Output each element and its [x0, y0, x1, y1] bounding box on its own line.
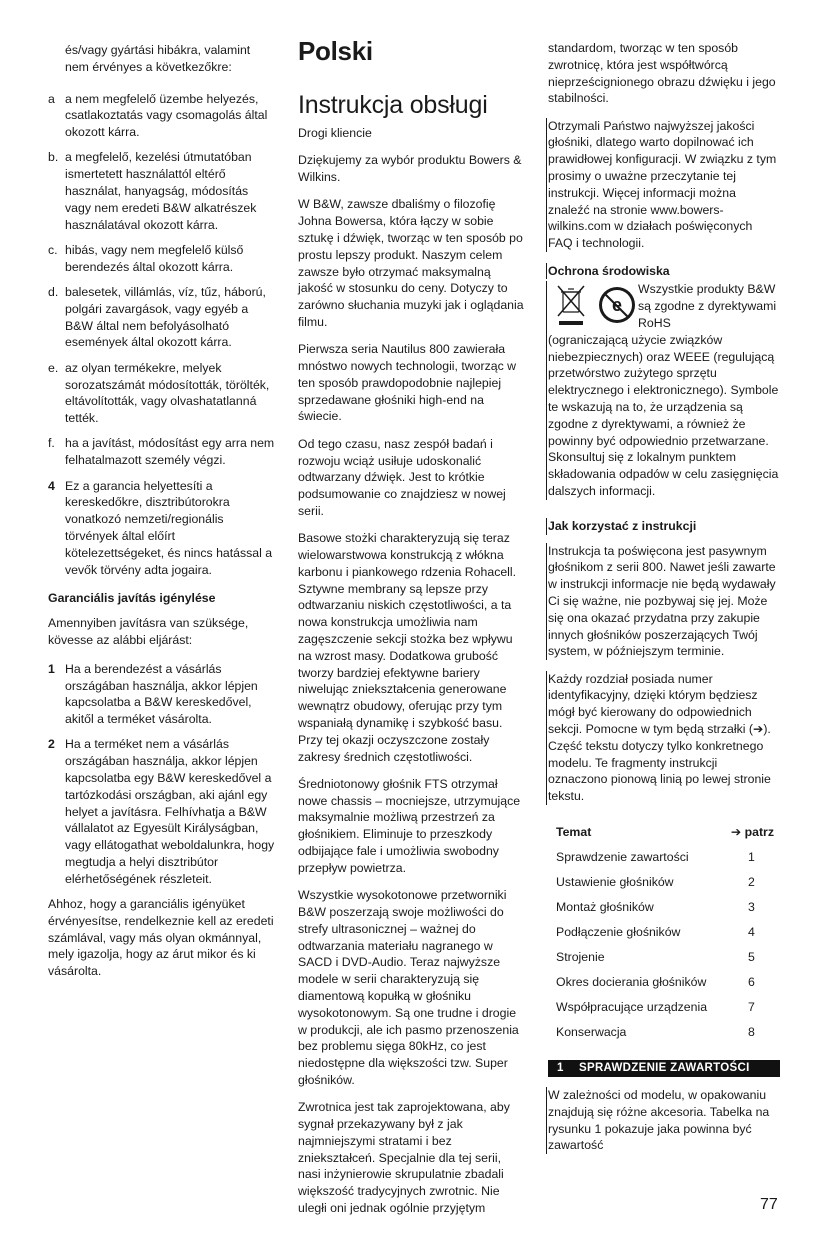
list-marker: 4 [48, 478, 55, 493]
list-marker: b. [48, 150, 59, 165]
column-right [548, 42, 780, 1165]
contents-section-number: 1 [748, 850, 755, 865]
crossover-text-end: standardom, tworząc w ten sposób zwrotnicę, która jest współtwórcą nieprześcignionego obrazu dźwięku i jego stabilności. [548, 41, 776, 106]
list-item [48, 360, 276, 427]
list-item [48, 478, 276, 579]
paragraph: W B&W, zawsze dbaliśmy o filozofię Johna Bowersa, która łączy w sobie sztukę i dźwięk, tworząc w ten sposób po prostu lepszy produkt. Naszym celem zawsze było otrzymać maksymalną jakość w stosunku do ceny. Dotyczy to zarówno słuchania muzyki jak i oglądania filmu. [298, 197, 524, 329]
contents-topic: Podłączenie głośników [556, 925, 681, 940]
paragraph: Zwrotnica jest tak zaprojektowana, aby sygnał przekazywany był z jak najmniejszymi stratami i bez zniekształceń. Specjalnie dla tej serii, nasi inżynierowie skrupulatnie zbadali większość tradycyjnych zwrotnic. Nie uległi oni jednak ogólnie przyjętym [298, 1100, 510, 1216]
how-to-use-text: Instrukcja ta poświęcona jest pasywnym głośnikom z serii 800. Nawet jeśli zawarte w instrukcji informacje nie będą wydawały Ci się ważne, nie pozbywaj się jej. Może się ona okazać przydatna przy zakupie innych głośników poszerzających Twój system, w późniejszym terminie. [546, 543, 780, 661]
contents-topic: Konserwacja [556, 1025, 627, 1040]
section-1-text: W zależności od modelu, w opakowaniu znajdują się różne akcesoria. Tabelka na rysunku 1 pokazuje jaka powinna być zawartość [546, 1087, 780, 1154]
page-number: 77 [760, 1196, 778, 1213]
contents-row [556, 845, 774, 870]
contents-row [556, 895, 774, 920]
list-marker: d. [48, 285, 59, 300]
list-item [48, 661, 276, 728]
contents-section-number: 4 [748, 925, 755, 940]
contents-topic: Ustawienie głośników [556, 875, 674, 890]
svg-text:e: e [611, 295, 623, 316]
list-text: balesetek, villámlás, víz, tűz, háború, polgári zavargások, vagy egyéb a B&W által nem befolyásolható események által okozott kárra. [65, 285, 266, 350]
section-title: SPRAWDZENIE ZAWARTOŚCI [579, 1061, 750, 1074]
section-number: 1 [557, 1061, 564, 1074]
contents-section-number: 2 [748, 875, 755, 890]
contents-topic: Okres docierania głośników [556, 975, 707, 990]
list-marker: 2 [48, 737, 55, 752]
contents-table [556, 821, 774, 1045]
document-title: Instrukcja obsługi [298, 91, 488, 119]
warranty-claim-intro: Amennyiben javításra van szüksége, kövesse az alábbi eljárást: [48, 616, 249, 647]
list-text: Ha a terméket nem a vásárlás országában használja, akkor lépjen kapcsolatba egy B&W kereskedővel a tartózkodási országban, aki ajánl egy helyet a javításra. Felhívhatja a B&W vállalatot az Egyesült Királyságban, vagy ellátogathat weboldalunkra, hogy megtudja a helyi disztribútor elérhetőségének részleteit. [65, 737, 275, 886]
warranty-intro: és/vagy gyártási hibákra, valamint nem érvényes a következőkre: [65, 43, 251, 74]
crossed-bin-icon [558, 286, 584, 325]
section-1-header [548, 1060, 780, 1077]
contents-see-header: ➔ patrz [730, 824, 774, 839]
paragraph: Wszystkie wysokotonowe przetworniki B&W poszerzają swoje możliwości do strefy ultrasonicznej – ważnej do odtwarzania materiału nagranego w SACD i DVD-Audio. Teraz najwyższe modele w serii charakteryzują się diamentową kopułką w głośniku wysokotonowym. Są one trudne i drogie w produkcji, ale ich pasmo przenoszenia bez problemu sięga 80kHz, co jest niedostępne dla większości tzw. Super głośników. [298, 888, 519, 1087]
contents-table-body [556, 845, 774, 1045]
list-marker: f. [48, 436, 55, 451]
contents-row [556, 1020, 774, 1045]
contents-section-number: 8 [748, 1025, 755, 1040]
list-marker: e. [48, 360, 59, 375]
list-item [48, 91, 276, 141]
how-to-use-heading: Jak korzystać z instrukcji [546, 518, 780, 535]
list-item [48, 242, 276, 276]
contents-section-number: 5 [748, 950, 755, 965]
list-marker: c. [48, 242, 58, 257]
warranty-claim-heading: Garanciális javítás igénylése [48, 591, 216, 606]
list-marker: a [48, 91, 55, 106]
column-left [48, 42, 276, 991]
list-text: ha a javítást, módosítást egy arra nem felhatalmazott személy végzi. [65, 436, 275, 468]
contents-row [556, 970, 774, 995]
contents-topic-header: Temat [556, 824, 592, 839]
list-item [48, 435, 276, 469]
paragraph: Drogi kliencie [298, 126, 372, 140]
list-item [48, 736, 276, 887]
rohs-weee-icon [555, 283, 639, 327]
section-navigation-text: Każdy rozdział posiada numer identyfikacyjny, dzięki którym będziesz mógł być kierowany do odpowiednich sekcji. Pomocne w tym będą strzałki (➔). Część tekstu dotyczy tylko konkretnego modelu. Te fragmenty instrukcji oznaczono pionową linią po lewej stronie tekstu. [546, 671, 780, 805]
list-item [48, 149, 276, 233]
list-text: a megfelelő, kezelési útmutatóban ismertetett használattól eltérő használat, hanyagság, módosítás vagy nem eredeti B&W alkatrészek használatával okozott kárra. [65, 150, 257, 232]
rohs-e-icon [599, 287, 635, 323]
contents-section-number: 3 [748, 900, 755, 915]
paragraph: Od tego czasu, nasz zespół badań i rozwoju wciąż usiłuje udoskonalić odtwarzany dźwięk. Jest to krótkie podsumowanie co znajdziesz w nowej serii. [298, 436, 506, 518]
contents-row [556, 920, 774, 945]
contents-row [556, 945, 774, 970]
intro-text [298, 125, 526, 1217]
paragraph: Dziękujemy za wybór produktu Bowers & Wilkins. [298, 153, 522, 185]
column-middle [298, 36, 526, 1227]
list-text: Ez a garancia helyettesíti a kereskedőkre, disztribútorokra vonatkozó nemzeti/regionális törvények által előírt kötelezettségeket, és nincs hatással a vevők törvény adta jogaira. [65, 478, 273, 577]
contents-topic: Strojenie [556, 950, 605, 965]
warranty-closing: Ahhoz, hogy a garanciális igényüket érvényesítse, rendelkeznie kell az eredeti számlával, vagy más olyan okmánnyal, mely igazolja, hogy az árut mikor és ki vásárolta. [48, 897, 274, 979]
configuration-note: Otrzymali Państwo najwyższej jakości głośniki, dlatego warto dopilnować ich prawidłowej konfiguracji. W związku z tym prosimy o uważne przeczytanie tej instrukcji. Więcej informacji można znaleźć na stronie www.bowers-wilkins.com w działach poświęconych FAQ i technologii. [546, 118, 780, 252]
warranty-claim-steps [48, 661, 276, 888]
environment-block [546, 281, 780, 499]
paragraph: Pierwsza seria Nautilus 800 zawierała mnóstwo nowych technologii, tworząc w ten sposób prawdopodobnie najlepiej sprzedawane głośniki high-end na świecie. [298, 342, 517, 424]
contents-row [556, 870, 774, 895]
list-text: az olyan termékekre, melyek sorozatszámát módosították, törölték, eltávolították, vagy olvashatatlanná tették. [65, 360, 270, 426]
contents-section-number: 6 [748, 975, 755, 990]
language-heading: Polski [298, 36, 373, 66]
contents-topic: Montaż głośników [556, 900, 654, 915]
list-text: Ha a berendezést a vásárlás országában használja, akkor lépjen kapcsolatba a B&W kereskedővel, akitől a terméket vásárolta. [65, 661, 258, 727]
paragraph: Basowe stożki charakteryzują się teraz wielowarstwowa konstrukcją z włókna karbonu i piankowego rdzenia Rohacell. Sztywne membrany są lepsze przy odtwarzaniu niskich częstotliwości, a ta nowa konstrukcja umożliwia nam zagęszczenie sekcji stożka bez wpływu na wzrost masy. Dodatkowa grubość tworzy bardziej efektywne bariery niwelując zniekształcenia generowane wewnątrz obudowy, oferując przy tym wspaniałą dynamikę i szybkość basu. Przy tej okazji oczyszczone zostały zakresy średnich częstotliwości. [298, 531, 517, 764]
environment-text-first: Wszystkie produkty B&W są zgodne z dyrektywami RoHS [638, 282, 777, 330]
paragraph: Średniotonowy głośnik FTS otrzymał nowe chassis – mocniejsze, utrzymujące maksymalnie możliwą przestrzeń za głośnikiem. Eliminuje to przeszkody odbijające fale i umożliwia swobodny przepływ powietrza. [298, 776, 521, 875]
contents-table-header [556, 821, 774, 843]
list-text: a nem megfelelő üzembe helyezés, csatlakoztatás vagy csomagolás által okozott kárra. [65, 91, 268, 140]
contents-topic: Współpracujące urządzenia [556, 1000, 708, 1015]
environment-heading: Ochrona środowiska [546, 263, 780, 280]
list-text: hibás, vagy nem megfelelő külső berendezés által okozott kárra. [65, 242, 244, 274]
warranty-exclusion-list [48, 91, 276, 579]
environment-text: (ograniczającą użycie związków niebezpiecznych) oraz WEEE (regulującą przetwórstwo zużytego sprzętu elektrycznego i elektronicznego). Symbole te wskazują na to, że urządzenia są zgodne z dyrektywami, a również że powinny być odpowiednio przetwarzane. Skonsultuj się z lokalnym punktem składowania odpadów w celu zasięgnięcia dalszych informacji. [548, 332, 779, 498]
contents-topic: Sprawdzenie zawartości [556, 850, 689, 865]
contents-section-number: 7 [748, 1000, 755, 1015]
list-item [48, 284, 276, 351]
contents-row [556, 995, 774, 1020]
list-marker: 1 [48, 661, 55, 676]
